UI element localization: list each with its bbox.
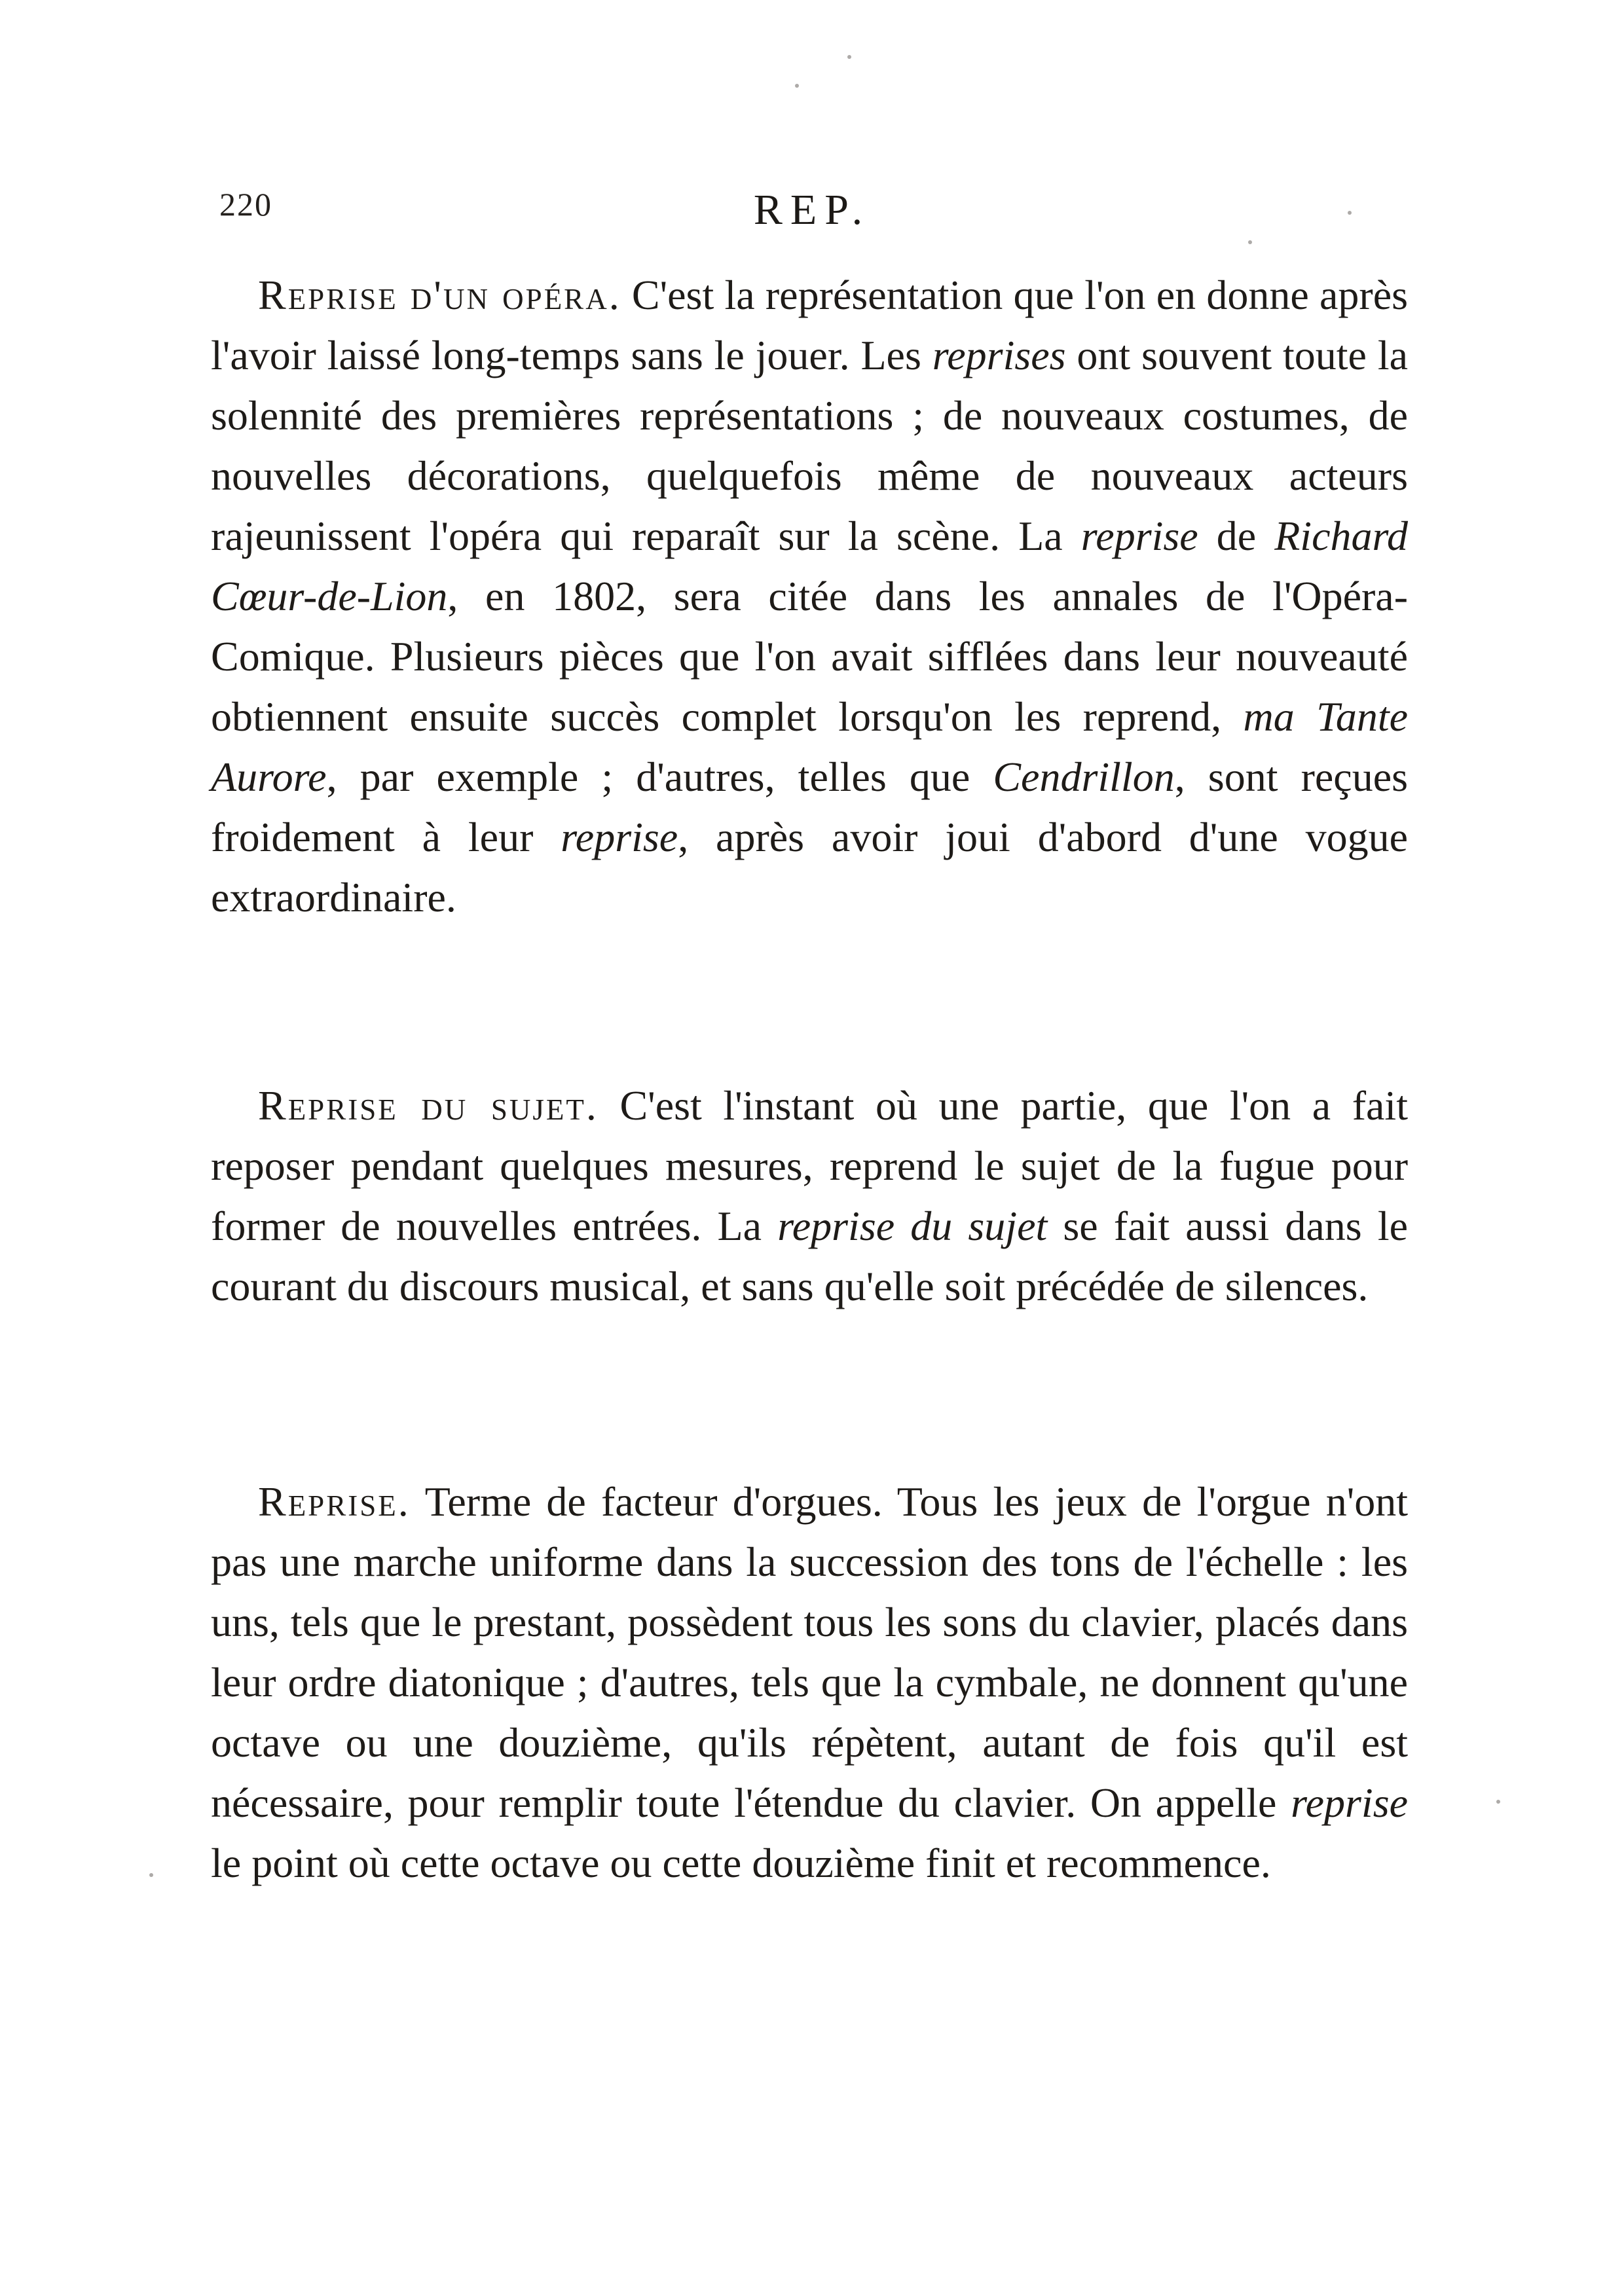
italic-term: reprise du sujet [777, 1203, 1048, 1249]
italic-term: Richard Cœur-de-Lion [211, 513, 1409, 619]
paper-speck [149, 1873, 153, 1877]
entry-text: , après avoir joui d'abord d'une vogue extraordinaire. [211, 814, 1408, 920]
entry-text: , sont reçues froidement à leur [211, 754, 1409, 860]
entry-text: , par exemple ; d'autres, telles que [326, 754, 993, 800]
entry-text: Terme de facteur d'orgues. Tous les jeux de l'orgue n'ont pas une marche uniforme dans la succession des tons de l'échelle : les uns, tels que le prestant, possèdent tous les sons du clavier, placés dans leur ordre diatonique ; d'autres, tels que la cymbale, ne donnent qu'une octave ou une douzième, qu'ils répètent, autant de fois qu'il est nécessaire, pour remplir toute l'étendue du clavier. On appelle [211, 1478, 1408, 1826]
entry-headword: Reprise d'un opéra. [258, 272, 621, 318]
italic-term: ma Tante Aurore [211, 693, 1409, 800]
italic-term: Cendrillon [993, 754, 1175, 800]
page-number: 220 [219, 186, 272, 223]
entry-text: , en 1802, sera citée dans les annales de l'Opéra-Comique. Plusieurs pièces que l'on avait sifflées dans leur nouveauté obtiennent ensuite succès complet lorsqu'on les reprend, [211, 573, 1408, 740]
italic-term: reprise [1291, 1779, 1408, 1826]
entry-headword: Reprise du sujet. [258, 1082, 599, 1129]
entry-text: ont souvent toute la solennité des premières représentations ; de nouveaux costumes, de nouvelles décorations, quelquefois même de nouveaux acteurs rajeunissent l'opéra qui reparaît sur la scène. La [211, 332, 1409, 559]
paper-speck [1348, 211, 1352, 215]
entry-text: de [1198, 513, 1275, 559]
paper-speck [795, 84, 799, 88]
italic-term: reprises [932, 332, 1066, 378]
dictionary-entry [211, 1472, 1408, 1893]
dictionary-entry [211, 1076, 1408, 1317]
paper-speck [1496, 1800, 1500, 1804]
entry-headword: Reprise. [258, 1478, 411, 1525]
paper-speck [1248, 240, 1252, 244]
paper-speck [847, 55, 851, 59]
entry-text: C'est la représentation que l'on en donne après l'avoir laissé long-temps sans le jouer. Les [211, 272, 1409, 378]
entry-text: se fait aussi dans le courant du discours musical, et sans qu'elle soit précédée de silences. [211, 1203, 1409, 1309]
running-head: REP. [753, 186, 871, 234]
italic-term: reprise [561, 814, 678, 860]
entry-text: C'est l'instant où une partie, que l'on a fait reposer pendant quelques mesures, reprend le sujet de la fugue pour former de nouvelles entrées. La [211, 1082, 1408, 1249]
dictionary-entry [211, 265, 1408, 928]
entry-text: le point où cette octave ou cette douzième finit et recommence. [211, 1840, 1271, 1886]
italic-term: reprise [1080, 513, 1198, 559]
